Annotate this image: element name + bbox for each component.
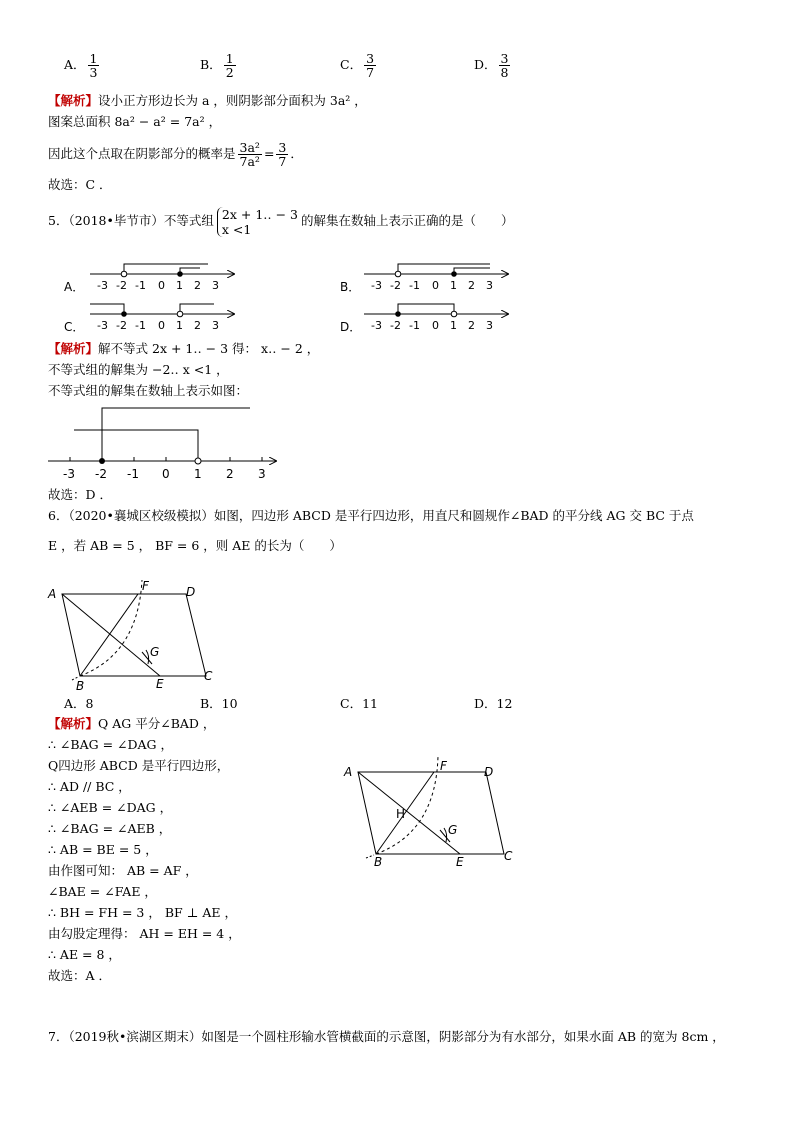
q6-option-c: C．11 [340,696,378,711]
sol-tick-4: 0 [162,467,170,481]
q5-opt-c-label: C． [64,320,85,334]
q5-answer: 故选：D ． [48,487,112,502]
tick-a-2: -2 [116,279,127,292]
tick-d-1: -3 [371,319,382,332]
pt2-h: H [396,807,406,821]
tick-d-4: 0 [432,319,439,332]
sol-tick-6: 2 [226,467,234,481]
q6-step-12: ∴ AE = 8 ， [48,947,121,962]
tick-c-2: -2 [116,319,127,332]
q5-jiexi-s2: 不等式组的解集为 −2‥ x <1 ， [48,362,229,377]
q4-option-a: A． $\frac{1}{3}$ [64,51,98,80]
tick-c-4: 0 [158,319,165,332]
tick-b-2: -2 [390,279,401,292]
pt-g: G [150,645,160,659]
q4-option-b: B． $\frac{1}{2}$ [200,51,234,80]
tick-b-1: -3 [371,279,382,292]
pt2-e: E [456,855,464,869]
tick-d-3: -1 [409,319,420,332]
sol-tick-3: -1 [127,467,139,481]
q5-jiexi-s3: 不等式组的解集在数轴上表示如图： [48,383,249,398]
pt2-d: D [484,765,494,779]
tick-a-1: -3 [97,279,108,292]
pt2-f: F [440,759,447,773]
q5-stem: 5．（2018•毕节市）不等式组 2x + 1‥ − 3 x <1的解集在数轴上表示正确的是（ ） [48,206,514,237]
pt2-b: B [374,855,383,869]
q4-option-d: D． $\frac{3}{8}$ [474,51,509,80]
pt-f: F [142,579,149,593]
tick-d-6: 2 [468,319,475,332]
inequality-system: 2x + 1‥ − 3 x <1 [217,207,298,237]
q6-figure-2-labels [343,759,513,869]
q5-opt-c-axis [90,304,234,317]
q6-step-3: Q四边形 ABCD 是平行四边形， [48,758,230,773]
q5-solution-number-line [48,408,276,464]
q6-figure-2 [358,756,504,858]
tick-d-2: -2 [390,319,401,332]
tick-d-5: 1 [450,319,457,332]
tick-c-7: 3 [212,319,219,332]
sol-tick-2: -2 [95,467,107,481]
pt-b: B [76,679,85,693]
tick-b-3: -1 [409,279,420,292]
q4-answer: 故选：C ． [48,177,112,192]
q5-opt-d-label: D． [340,320,362,334]
q6-option-b: B．10 [200,696,238,711]
q6-step-7: ∴ AB = BE = 5 ， [48,842,158,857]
q5-jiexi-s1: 【解析】解不等式 2x + 1‥ − 3 得： x‥ − 2 ， [48,341,320,356]
tick-c-3: -1 [135,319,146,332]
tick-a-3: -1 [135,279,146,292]
pt2-c: C [504,849,513,863]
q6-option-d: D．12 [474,696,513,711]
tick-b-6: 2 [468,279,475,292]
q6-step-6: ∴ ∠BAG = ∠AEB ， [48,821,172,836]
q6-step-2: ∴ ∠BAG = ∠DAG ， [48,737,174,752]
q5-opt-b-axis [364,264,508,277]
pt-c: C [204,669,213,683]
q6-step-4: ∴ AD // BC ， [48,779,131,794]
tick-b-4: 0 [432,279,439,292]
pt-a: A [48,587,57,601]
pt2-a: A [344,765,353,779]
q4-jiexi-line1: 【解析】设小正方形边长为 a ，则阴影部分面积为 3a² ， [48,93,367,108]
q6-step-11: 由勾股定理得： AH = EH = 4 ， [48,926,241,941]
pt-d: D [186,585,196,599]
q5-opt-d-axis [364,304,508,317]
q4-jiexi-line2: 图案总面积 8a² − a² = 7a² ， [48,114,222,129]
q5-opt-b-label: B． [340,280,361,294]
q7-stem: 7．（2019秋•滨湖区期末）如图是一个圆柱形输水管横截面的示意图，阴影部分为有水部分，如果水面 AB 的宽为 8cm ， [48,1029,725,1044]
pt2-g: G [448,823,458,837]
q6-step-1: 【解析】Q AG 平分∠BAD ， [48,716,216,731]
q6-figure-1 [62,580,206,680]
tick-a-7: 3 [212,279,219,292]
tick-a-4: 0 [158,279,165,292]
sol-tick-7: 3 [258,467,266,481]
q4-jiexi-line3: 因此这个点取在阴影部分的概率是 $\frac{\text{3a²}}{\text{7a²}}$ = $\frac{3}{7}$ ． [48,140,303,169]
q6-stem-2: E ，若 AB = 5 ， BF = 6 ，则 AE 的长为（ ） [48,538,342,553]
q6-answer: 故选：A ． [48,968,112,983]
tick-a-6: 2 [194,279,201,292]
q6-option-a: A．8 [64,696,94,711]
tick-c-6: 2 [194,319,201,332]
sol-tick-1: -3 [63,467,75,481]
tick-c-5: 1 [176,319,183,332]
sol-tick-5: 1 [194,467,202,481]
q5-opt-tick-labels [97,279,493,332]
q6-stem-1: 6．（2020•襄城区校级模拟）如图，四边形 ABCD 是平行四边形，用直尺和圆规作∠BAD 的平分线 AG 交 BC 于点 [48,508,694,523]
q6-step-10: ∴ BH = FH = 3 ， BF ⊥ AE ， [48,905,238,920]
tick-a-5: 1 [176,279,183,292]
q6-step-9: ∠BAE = ∠FAE ， [48,884,157,899]
q4-option-c: C． $\frac{3}{7}$ [340,51,375,80]
tick-b-7: 3 [486,279,493,292]
tick-d-7: 3 [486,319,493,332]
q5-solution-tick-labels [63,467,266,481]
q6-step-8: 由作图可知： AB = AF ， [48,863,198,878]
q5-opt-a-label: A． [64,280,85,294]
tick-b-5: 1 [450,279,457,292]
q5-opt-a-axis [90,264,234,277]
pt-e: E [156,677,164,691]
q6-step-5: ∴ ∠AEB = ∠DAG ， [48,800,173,815]
tick-c-1: -3 [97,319,108,332]
